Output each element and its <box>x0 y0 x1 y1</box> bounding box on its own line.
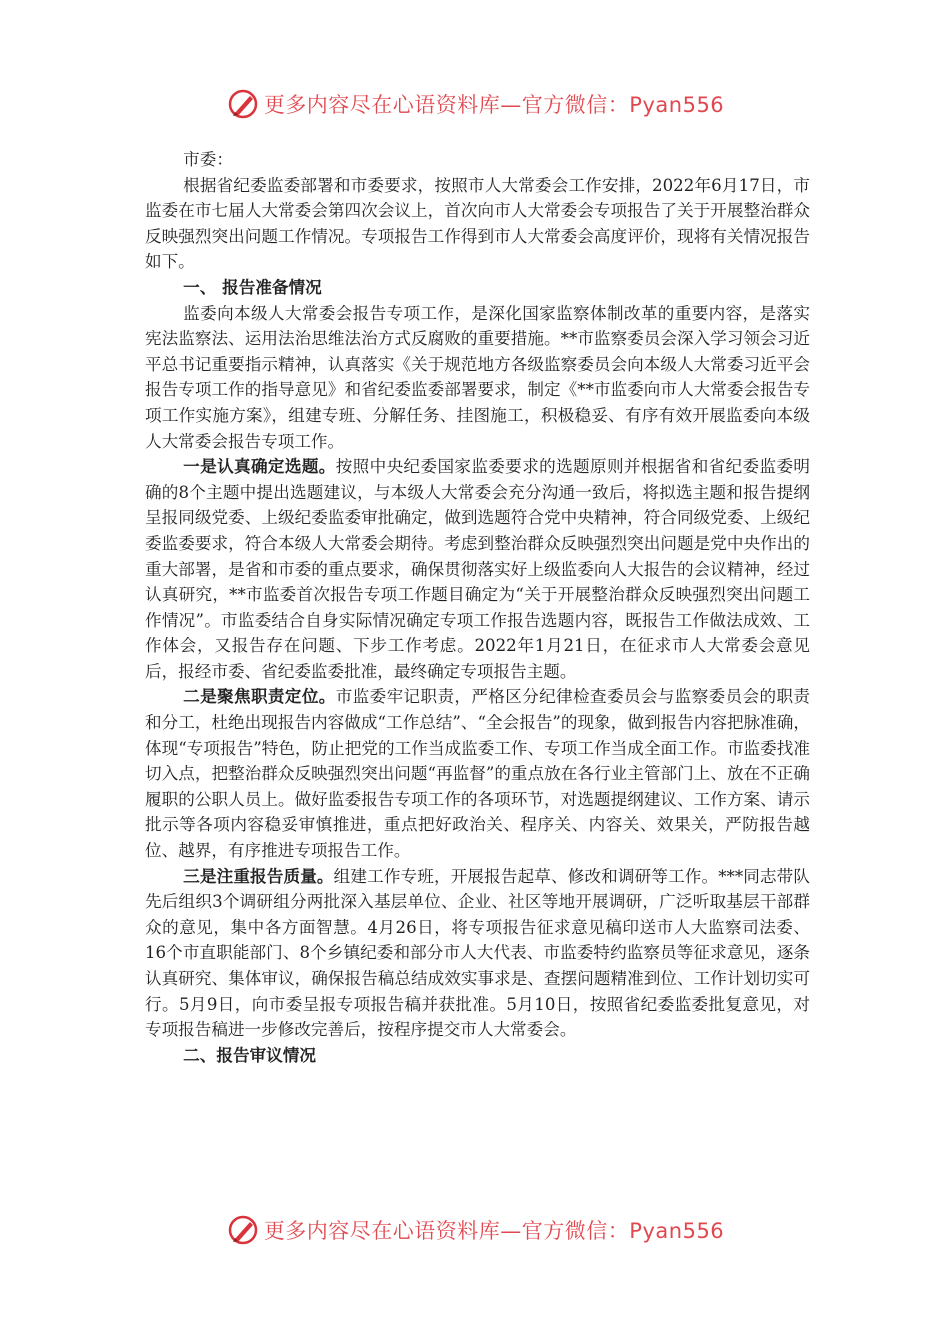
point-2-lead: 二是聚焦职责定位。 <box>183 687 336 707</box>
section-1-paragraph: 监委向本级人大常委会报告专项工作，是深化国家监察体制改革的重要内容，是落实宪法监察法、运用法治思维法治方式反腐败的重要措施。**市监察委员会深入学习领会习近平总书记重要指示精神，认真落实《关于规范地方各级监察委员会向本级人大常委习近平会报告专项工作的指导意见》和省纪委监委部署要求，制定《**市监委向市人大常委会报告专项工作实施方案》，组建专班、分解任务、挂图施工，积极稳妥、有序有效开展监委向本级人大常委会报告专项工作。 <box>145 303 810 451</box>
point-1-body: 按照中央纪委国家监委要求的选题原则并根据省和省纪委监委明确的8个主题中提出选题建议，与本级人大常委会充分沟通一致后，将拟选主题和报告提纲呈报同级党委、上级纪委监委审批确定，做到选题符合党中央精神，符合同级党委、上级纪委监委要求，符合本级人大常委会期待。考虑到整治群众反映强烈突出问题是党中央作出的重大部署，是省和市委的重点要求，确保贯彻落实好上级监委向人大报告的会议精神，经过认真研究，**市监委首次报告专项工作题目确定为“关于开展整治群众反映强烈突出问题工作情况”。市监委结合自身实际情况确定专项工作报告选题内容，既报告工作做法成效、工作体会，又报告存在问题、下步工作考虑。2022年1月21日，在征求市人大常委会意见后，报经市委、省纪委监委批准，最终确定专项报告主题。 <box>145 457 811 681</box>
header-watermark-banner <box>0 84 950 124</box>
watermark-text: 更多内容尽在心语资料库—官方微信：Pyan556 <box>263 1219 725 1243</box>
point-3-lead: 三是注重报告质量。 <box>183 866 334 886</box>
point-3-paragraph <box>145 864 810 1043</box>
point-2-body: 市监委牢记职责，严格区分纪律检查委员会与监察委员会的职责和分工，杜绝出现报告内容做成“工作总结”、“全会报告”的现象，做到报告内容把脉准确，体现“专项报告”特色，防止把党的工作当成监委工作、专项工作当成全面工作。市监委找准切入点，把整治群众反映强烈突出问题“再监督”的重点放在各行业主管部门上、放在不正确履职的公职人员上。做好监委报告专项工作的各项环节，对选题提纲建议、工作方案、请示批示等各项内容稳妥审慎推进，重点把好政治关、程序关、内容关、效果关，严防报告越位、越界，有序推进专项报告工作。 <box>145 687 811 861</box>
salutation: 市委： <box>183 150 233 169</box>
point-1-lead: 一是认真确定选题。 <box>183 457 336 477</box>
point-2-paragraph <box>145 684 810 863</box>
watermark-text: 更多内容尽在心语资料库—官方微信：Pyan556 <box>263 93 725 117</box>
intro-paragraph: 根据省纪委监委部署和市委要求，按照市人大常委会工作安排，2022年6月17日，市监委在市七届人大常委会第四次会议上，首次向市人大常委会专项报告了关于开展整治群众反映强烈突出问题工作情况。专项报告工作得到市人大常委会高度评价，现将有关情况报告如下。 <box>145 175 810 272</box>
pen-logo-icon <box>226 1213 260 1247</box>
document-body <box>145 147 810 1068</box>
footer-watermark-banner <box>0 1210 950 1250</box>
section-2-heading: 二、报告审议情况 <box>183 1045 316 1065</box>
point-3-body: 组建工作专班，开展报告起草、修改和调研等工作。***同志带队先后组织3个调研组分两批深入基层单位、企业、社区等地开展调研，广泛听取基层干部群众的意见，集中各方面智慧。4月26日，将专项报告征求意见稿印送市人大监察司法委、16个市直职能部门、8个乡镇纪委和部分市人大代表、市监委特约监察员等征求意见，逐条认真研究、集体审议，确保报告稿总结成效实事求是、查摆问题精准到位、工作计划切实可行。5月9日，向市委呈报专项报告稿并获批准。5月10日，按照省纪委监委批复意见，对专项报告稿进一步修改完善后，按程序提交市人大常委会。 <box>145 866 810 1040</box>
section-1-heading: 一、 报告准备情况 <box>183 277 322 297</box>
pen-logo-icon <box>226 87 260 121</box>
point-1-paragraph <box>145 454 810 684</box>
